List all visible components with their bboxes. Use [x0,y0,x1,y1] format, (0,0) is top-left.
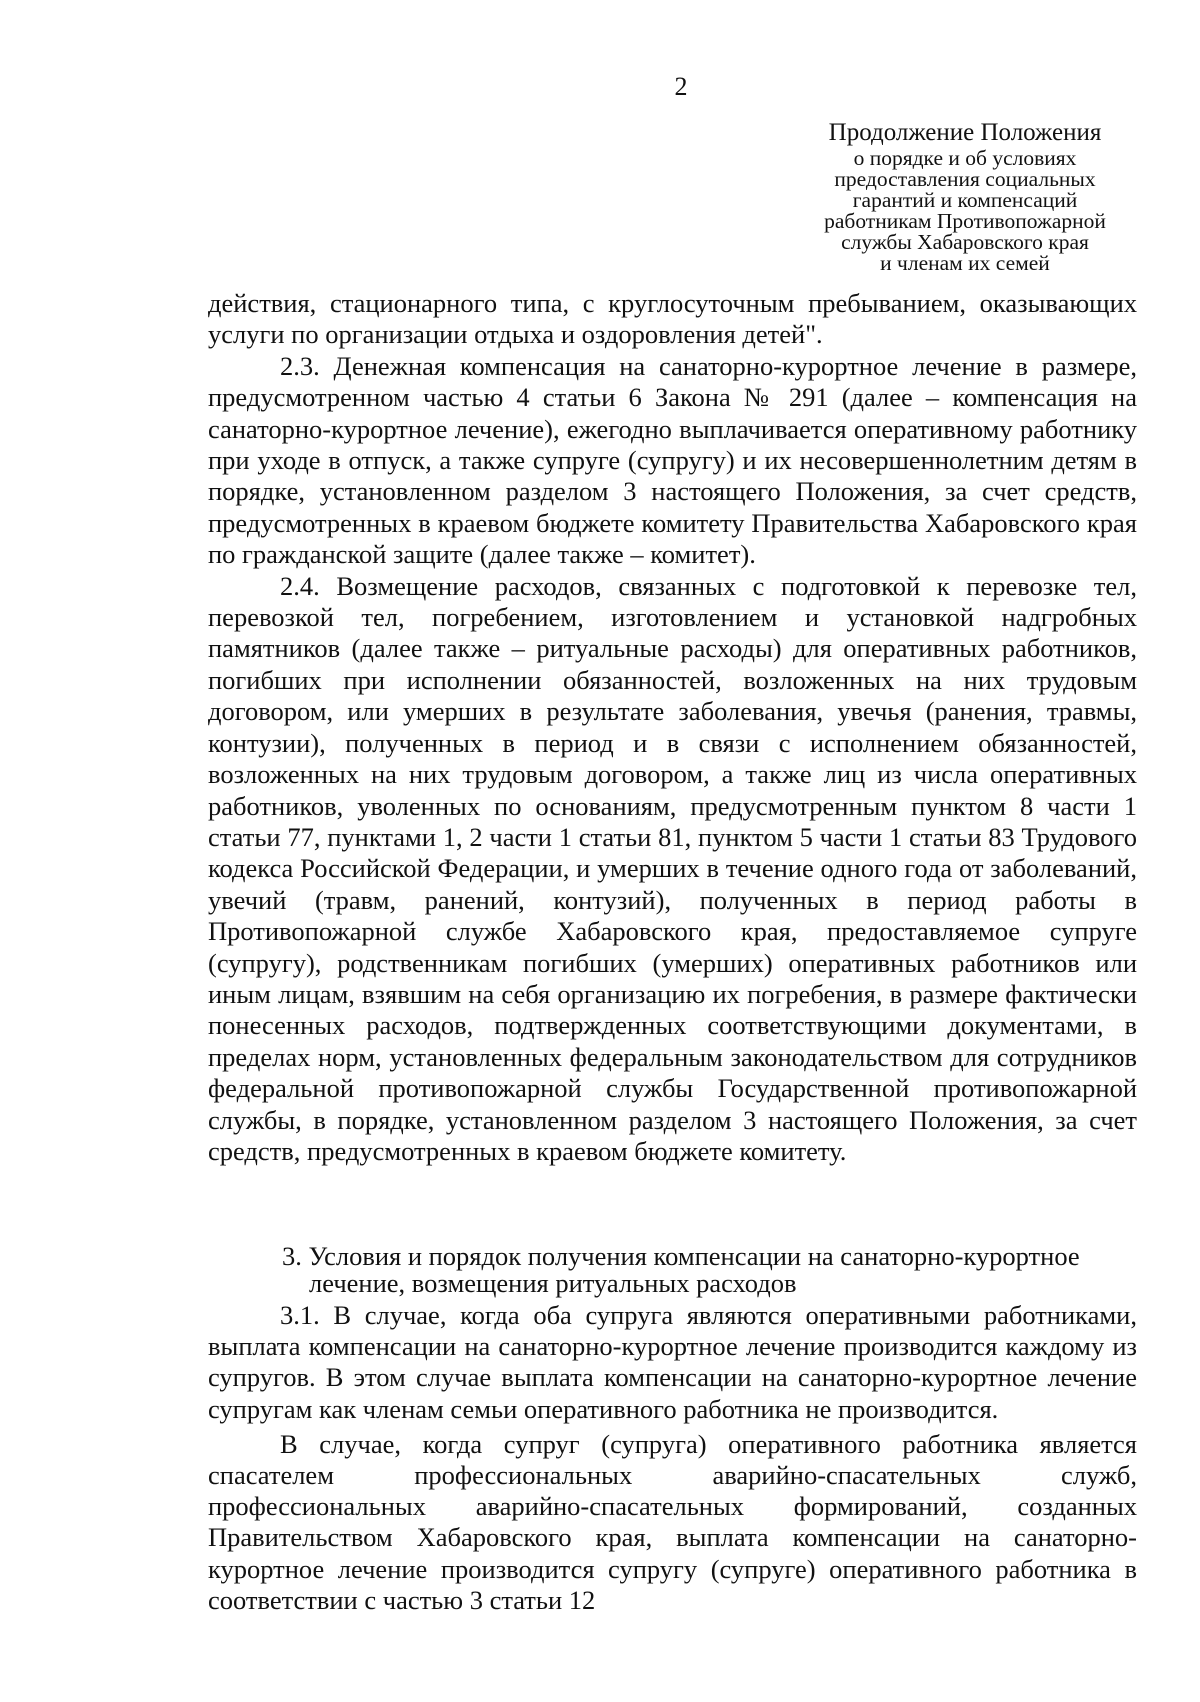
paragraph-continuation: действия, стационарного типа, с круглосуточным пребыванием, оказывающих услуги по организации отдыха и оздоровления детей". [208,288,1137,350]
header-line: гарантий и компенсаций [852,188,1078,212]
header-line: предоставления социальных [834,167,1096,191]
section-3-body [208,1300,1137,1616]
document-header [795,118,1135,274]
header-line: и членам их семей [880,251,1050,275]
body-text [208,288,1137,1167]
paragraph-2-3: 2.3. Денежная компенсация на санаторно-курортное лечение в размере, предусмотренном частью 4 статьи 6 Закона № 291 (далее – компенсация на санаторно-курортное лечение), ежегодно выплачивается оперативному работнику при уходе в отпуск, а также супруге (супругу) и их несовершеннолетним детям в порядке, установленном разделом 3 настоящего Положения, за счет средств, предусмотренных в краевом бюджете комитету Правительства Хабаровского края по гражданской защите (далее также – комитет). [208,350,1137,570]
paragraph-3-1: 3.1. В случае, когда оба супруга являются оперативными работниками, выплата компенсации на санаторно-курортное лечение производится каждому из супругов. В этом случае выплата компенсации на санаторно-курортное лечение супругам как членам семьи оперативного работника не производится. [208,1300,1137,1424]
header-line: службы Хабаровского края [841,230,1089,254]
section-3-heading [282,1243,1142,1297]
paragraph-2-4: 2.4. Возмещение расходов, связанных с подготовкой к перевозке тел, перевозкой тел, погребением, изготовлением и установкой надгробных памятников (далее также – ритуальные расходы) для оперативных работников, погибших при исполнении обязанностей, возложенных на них трудовым договором, или умерших в результате заболевания, увечья (ранения, травмы, контузии), полученных в период и в связи с исполнением обязанностей, возложенных на них трудовым договором, а также лиц из числа оперативных работников, уволенных по основаниям, предусмотренным пунктом 8 части 1 статьи 77, пунктами 1, 2 части 1 статьи 81, пунктом 5 части 1 статьи 83 Трудового кодекса Российской Федерации, и умерших в течение одного года от заболеваний, увечий (травм, ранений, контузий), полученных в период работы в Противопожарной службе Хабаровского края, предоставляемое супруге (супругу), родственникам погибших (умерших) оперативных работников или иным лицам, взявшим на себя организацию их погребения, в размере фактически понесенных расходов, подтвержденных соответствующими документами, в пределах норм, установленных федеральным законодательством для сотрудников федеральной противопожарной службы Государственной противопожарной службы, в порядке, установленном разделом 3 настоящего Положения, за счет средств, предусмотренных в краевом бюджете комитету. [208,570,1137,1166]
paragraph-3-1-continued: В случае, когда супруг (супруга) оперативного работника является спасателем профессиональных аварийно-спасательных служб, профессиональных аварийно-спасательных формирований, созданных Правительством Хабаровского края, выплата компенсации на санаторно-курортное лечение производится супругу (супруге) оперативного работника в соответствии с частью 3 статьи 12 [208,1428,1137,1615]
header-line: работникам Противопожарной [824,209,1106,233]
header-line: о порядке и об условиях [853,146,1077,170]
header-title: Продолжение Положения [828,119,1102,146]
page-number: 2 [674,72,688,101]
section-heading-line1: 3. Условия и порядок получения компенсации на санаторно-курортное [282,1241,1080,1271]
section-heading-line2: лечение, возмещения ритуальных расходов [309,1268,797,1298]
